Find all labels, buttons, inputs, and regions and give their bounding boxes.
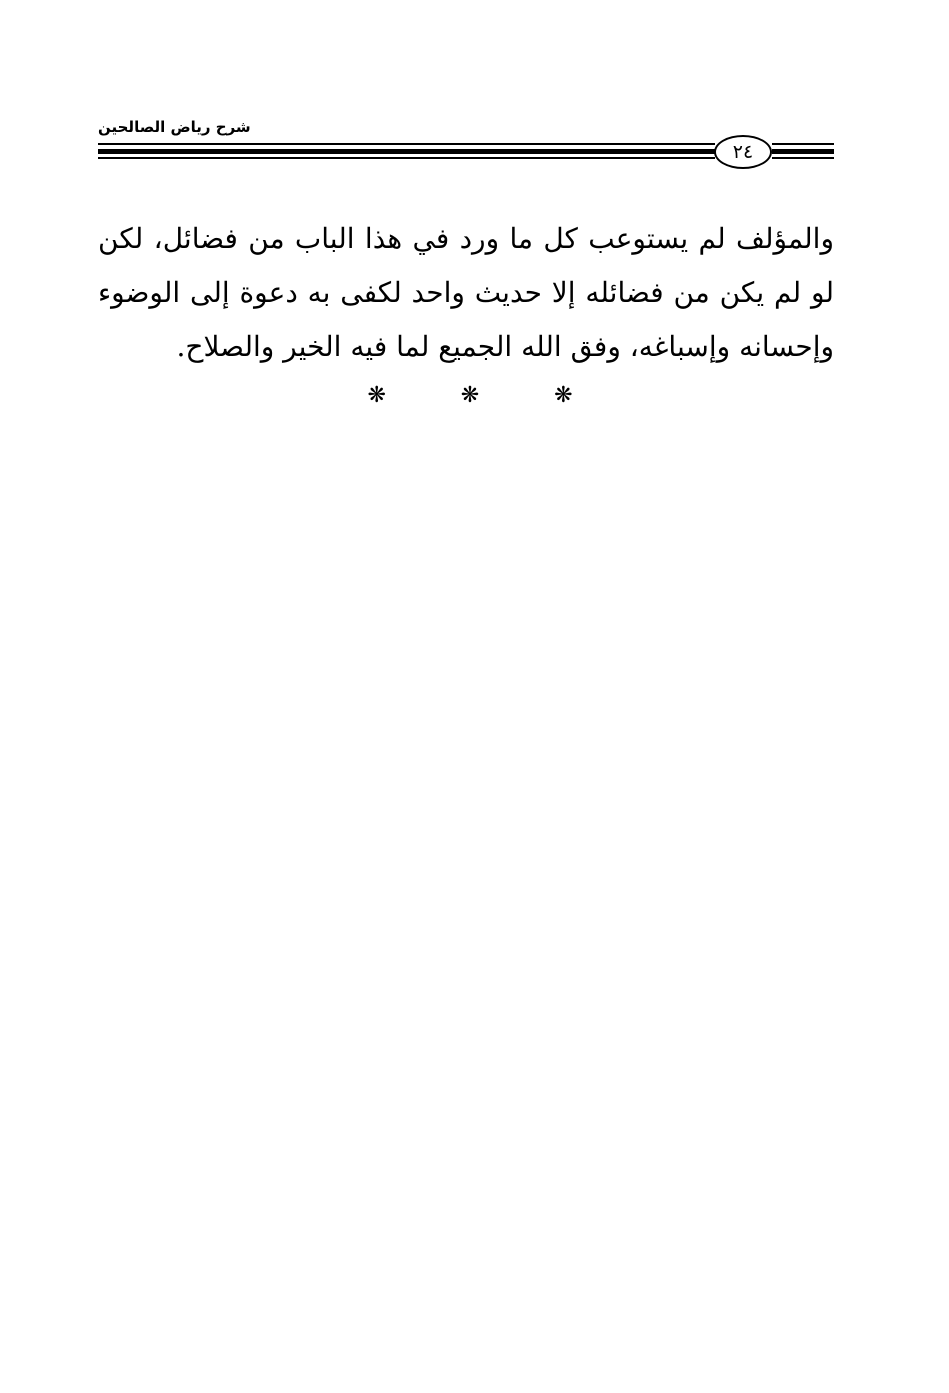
page-number: ٢٤ [732, 141, 754, 163]
separator-star-icon: ❋ [460, 383, 480, 408]
header-rule-thin-top [98, 143, 715, 145]
separator-star-icon: ❋ [554, 383, 573, 408]
main-text-block [98, 212, 834, 374]
page-number-badge [714, 135, 772, 169]
header-rule-thin-bottom [98, 157, 715, 159]
body-paragraph: والمؤلف لم يستوعب كل ما ورد في هذا الباب من فضائل، لكن لو لم يكن من فضائله إلا حديث واحد لكفى به دعوة إلى الوضوء وإحسانه وإسباغه، وفق الله الجميع لما فيه الخير والصلاح. [98, 222, 834, 363]
header-rule-right-thick [772, 149, 834, 154]
section-separator [330, 383, 610, 408]
header-rule-thick [98, 149, 715, 154]
separator-star-icon: ❋ [367, 383, 386, 408]
header-rule-right-thin-top [772, 143, 834, 145]
header-rule-right-thin-bottom [772, 157, 834, 159]
running-header-title: شرح رياض الصالحين [98, 118, 251, 136]
